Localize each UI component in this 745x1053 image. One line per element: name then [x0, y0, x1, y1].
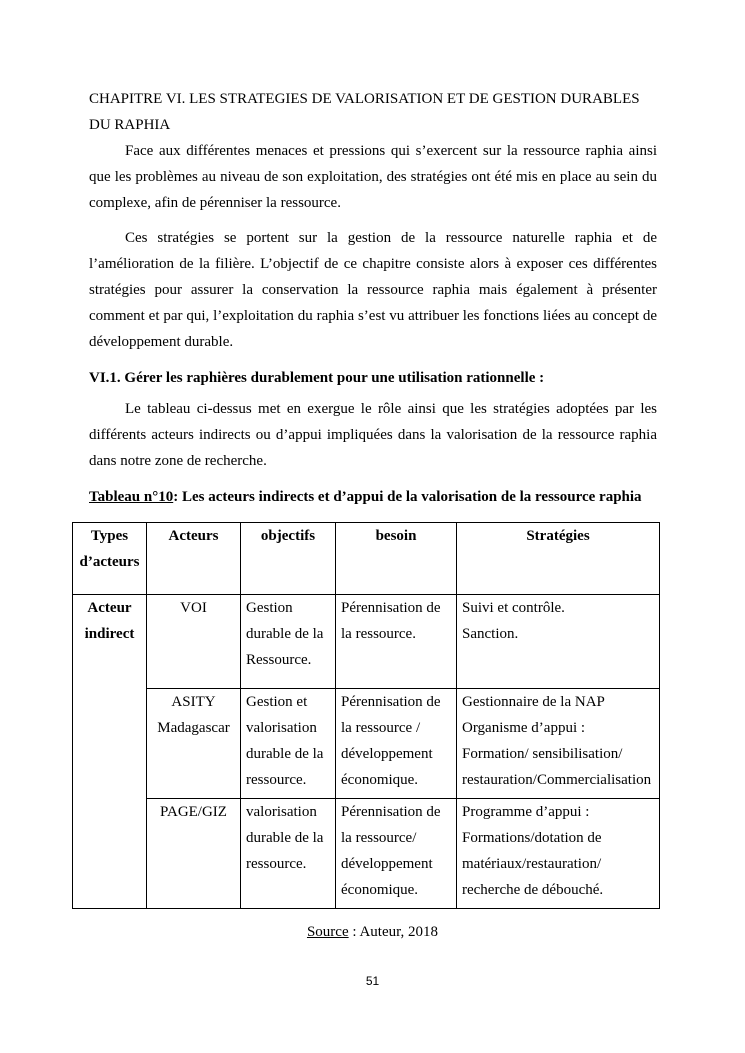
table-caption-label: Tableau n°10	[89, 489, 174, 505]
cell-type-acteur-indirect: Acteur indirect	[73, 595, 147, 689]
cell-strategies: Gestionnaire de la NAP Organisme d’appui : Formation/ sensibilisation/ restauration/Commercialisation	[457, 689, 660, 799]
actors-table	[72, 522, 660, 909]
header-strategies: Stratégies	[457, 523, 660, 595]
paragraph-table-intro: Le tableau ci-dessus met en exergue le rôle ainsi que les stratégies adoptées par les différents acteurs indirects ou d’appui impliquées dans la valorisation de la ressource raphia dans notre zone de recherche.	[89, 401, 657, 469]
table-row	[73, 799, 660, 909]
source-label: Source	[306, 924, 349, 940]
header-types: Types d’acteurs	[73, 523, 147, 595]
cell-objectifs: valorisation durable de la ressource.	[241, 799, 336, 909]
cell-acteur: ASITY Madagascar	[147, 689, 241, 799]
table-row	[73, 595, 660, 689]
cell-strategies: Programme d’appui : Formations/dotation de matériaux/restauration/ recherche de débouché.	[457, 799, 660, 909]
table-source	[0, 924, 745, 941]
header-objectifs: objectifs	[241, 523, 336, 595]
cell-objectifs: Gestion durable de la Ressource.	[241, 595, 336, 689]
table-row	[73, 689, 660, 799]
cell-besoin: Pérennisation de la ressource / développement économique.	[336, 689, 457, 799]
cell-besoin: Pérennisation de la ressource/ développement économique.	[336, 799, 457, 909]
table-caption-text: : Les acteurs indirects et d’appui de la valorisation de la ressource raphia	[173, 489, 642, 505]
cell-type-empty	[73, 689, 147, 799]
cell-objectifs: Gestion et valorisation durable de la ressource.	[241, 689, 336, 799]
cell-besoin: Pérennisation de la ressource.	[336, 595, 457, 689]
section-heading: VI.1. Gérer les raphières durablement pour une utilisation rationnelle :	[89, 370, 545, 386]
cell-acteur: VOI	[147, 595, 241, 689]
cell-strategies: Suivi et contrôle. Sanction.	[457, 595, 660, 689]
table-header-row	[73, 523, 660, 595]
chapter-title: CHAPITRE VI. LES STRATEGIES DE VALORISATION ET DE GESTION DURABLES DU RAPHIA	[89, 91, 640, 133]
paragraph-intro: Face aux différentes menaces et pressions qui s’exercent sur la ressource raphia ainsi que les problèmes au niveau de son exploitation, des stratégies ont été mis en place au sein du complexe, afin de pérenniser la ressource.	[89, 143, 657, 211]
paragraph-strategies: Ces stratégies se portent sur la gestion de la ressource naturelle raphia et de l’amélioration de la filière. L’objectif de ce chapitre consiste alors à exposer ces différentes stratégies pour assurer la conservation la ressource raphia mais également à présenter comment et par qui, l’exploitation du raphia s’est vu attribuer les fonctions liées au concept de développement durable.	[89, 230, 657, 350]
page-number: 51	[365, 974, 380, 988]
header-acteurs: Acteurs	[147, 523, 241, 595]
table-caption	[89, 484, 657, 510]
source-text: : Auteur, 2018	[348, 924, 439, 940]
header-besoin: besoin	[336, 523, 457, 595]
cell-type-empty	[73, 799, 147, 909]
cell-acteur: PAGE/GIZ	[147, 799, 241, 909]
